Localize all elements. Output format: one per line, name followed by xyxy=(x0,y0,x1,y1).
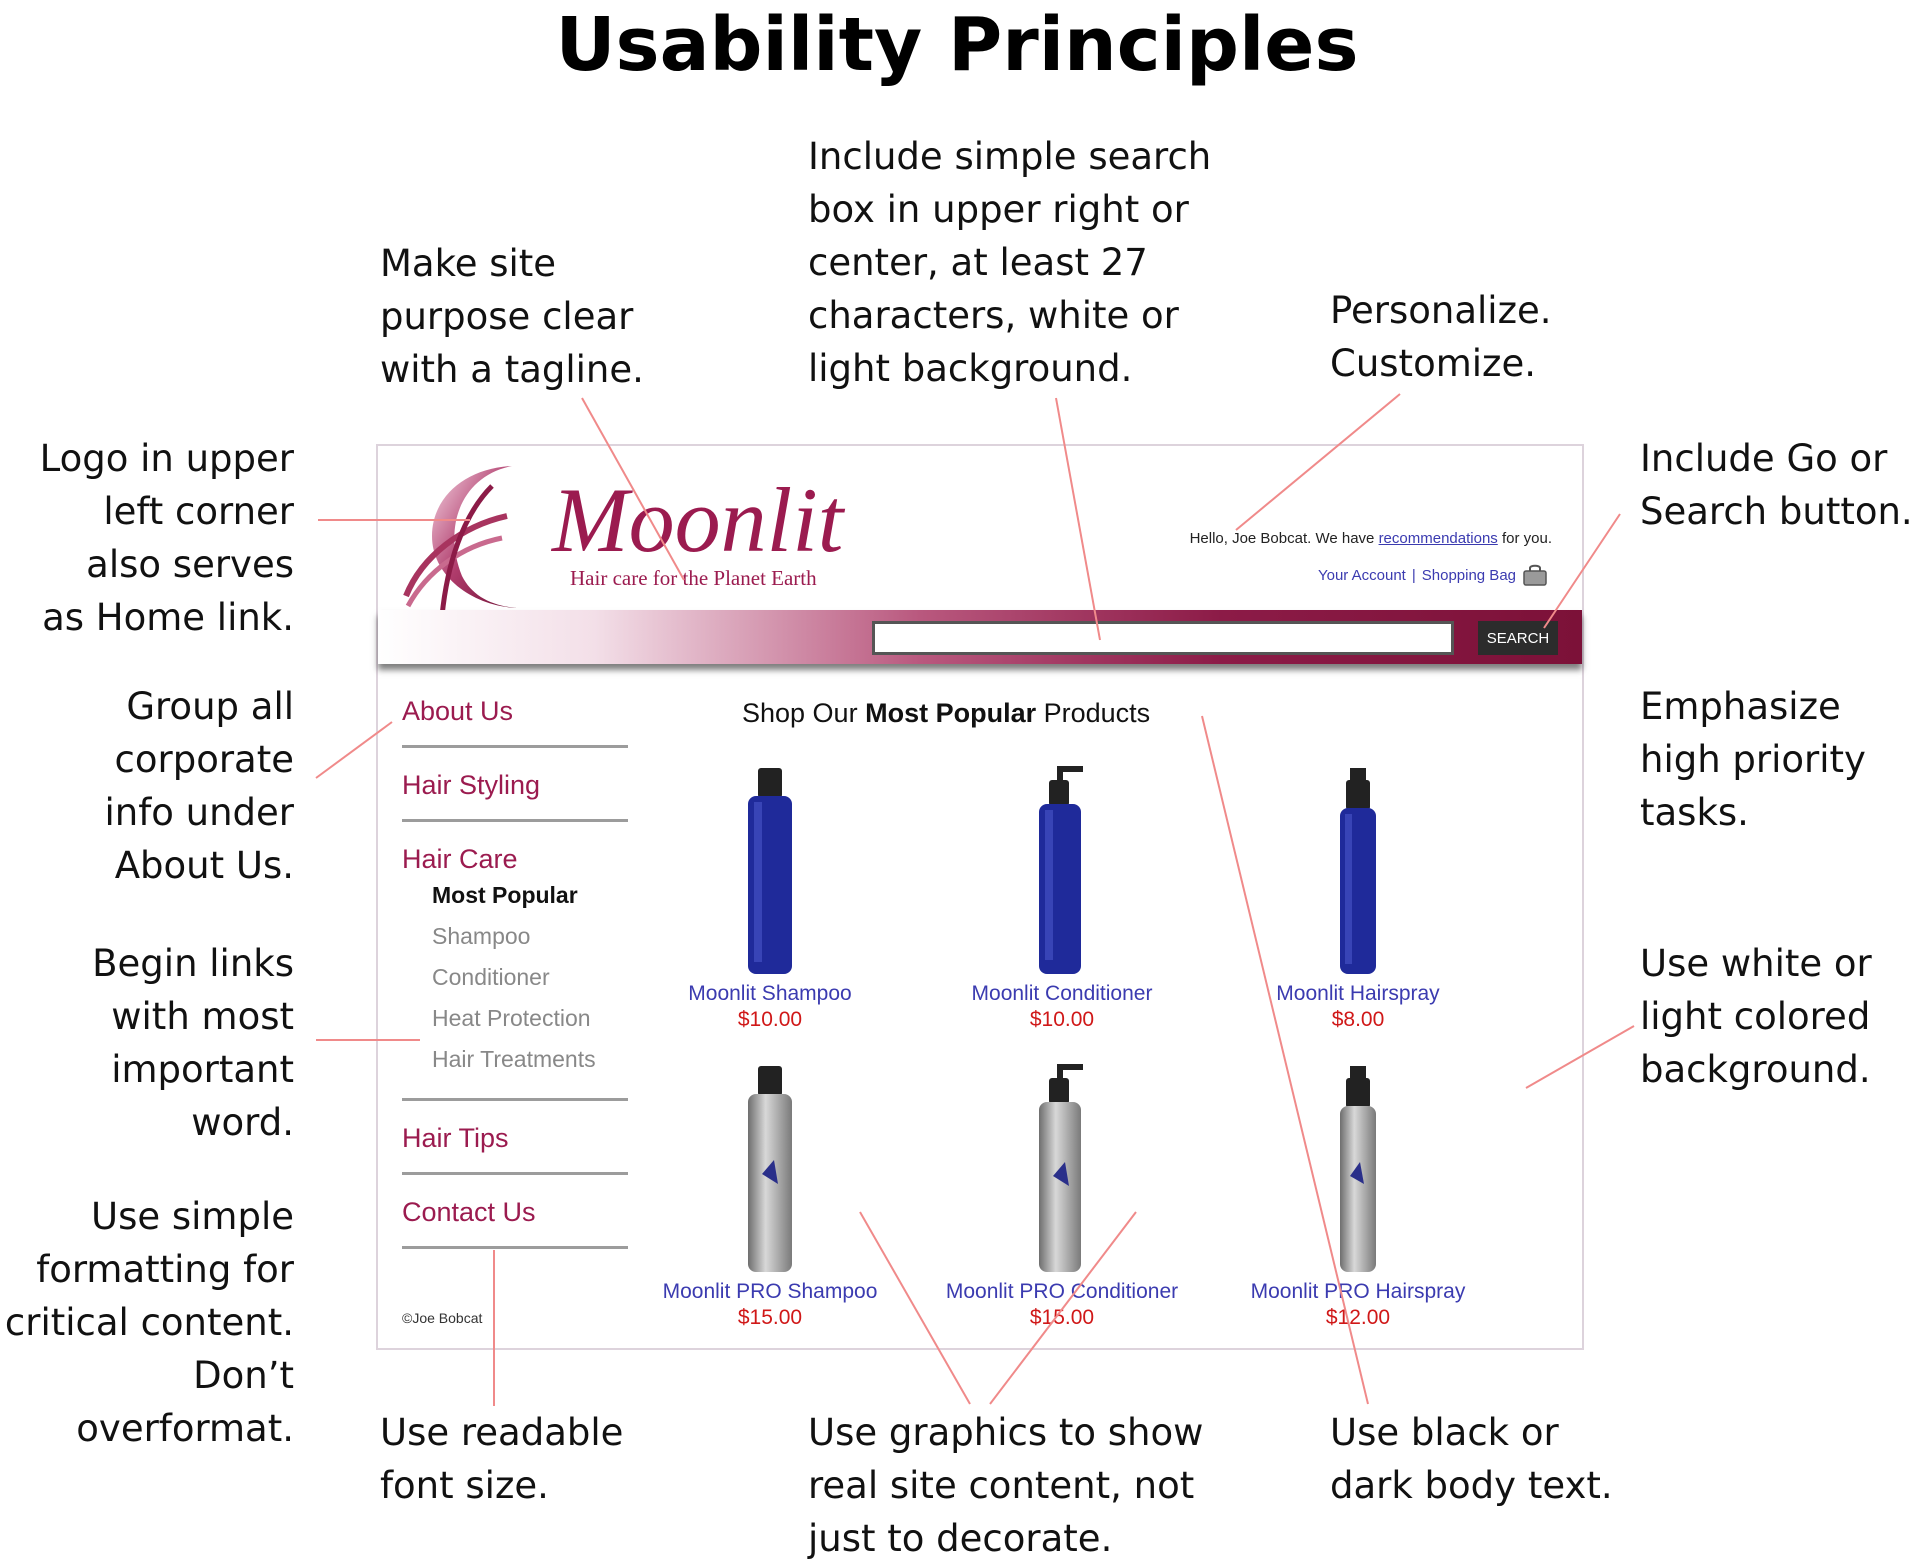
product-name[interactable]: Moonlit Hairspray xyxy=(1276,982,1440,1005)
product-card[interactable] xyxy=(1228,766,1488,1032)
links-note: Begin links with most important word. xyxy=(92,942,294,1144)
nav-divider xyxy=(402,1172,628,1175)
product-price: $15.00 xyxy=(737,1306,803,1329)
product-card[interactable] xyxy=(640,766,900,1032)
product-price: $12.00 xyxy=(1325,1306,1391,1329)
shopping-bag-icon[interactable] xyxy=(1522,564,1548,586)
nav-sub-hair-treatments[interactable]: Hair Treatments xyxy=(432,1046,596,1072)
product-card[interactable] xyxy=(1228,1064,1488,1330)
product-card[interactable] xyxy=(932,1064,1192,1330)
product-card[interactable] xyxy=(932,766,1192,1032)
blue-spray-bottle-icon xyxy=(1328,766,1388,976)
shopping-bag-link[interactable]: Shopping Bag xyxy=(1421,566,1516,584)
formatting-note: Use simple formatting for critical content. Don’t overformat. xyxy=(4,1195,294,1450)
nav-contact-us[interactable]: Contact Us xyxy=(402,1197,536,1227)
nav-sub-heat-protection[interactable]: Heat Protection xyxy=(432,1005,591,1031)
your-account-link[interactable]: Your Account xyxy=(1317,566,1406,584)
greeting-suffix: for you. xyxy=(1501,530,1552,547)
nav-sub-shampoo[interactable]: Shampoo xyxy=(432,923,531,949)
text-note: Use black or dark body text. xyxy=(1330,1411,1613,1507)
greeting xyxy=(1190,530,1552,547)
link-separator: | xyxy=(1411,566,1416,584)
greeting-prefix: Hello, Joe Bobcat. We have xyxy=(1189,530,1375,547)
blue-pump-bottle-icon xyxy=(1027,766,1097,976)
product-price: $15.00 xyxy=(1029,1306,1095,1329)
tagline-note: Make site purpose clear with a tagline. xyxy=(380,242,644,391)
website-mockup xyxy=(376,444,1584,1350)
account-links xyxy=(1318,564,1548,586)
nav-divider xyxy=(402,1246,628,1249)
search-bar xyxy=(378,610,1582,664)
product-price: $10.00 xyxy=(737,1008,803,1031)
font-note: Use readable font size. xyxy=(380,1411,624,1507)
nav-hair-tips[interactable]: Hair Tips xyxy=(402,1123,509,1153)
recommendations-link[interactable]: recommendations xyxy=(1378,530,1498,547)
nav-about-us[interactable]: About Us xyxy=(402,696,514,726)
product-price: $8.00 xyxy=(1331,1008,1385,1031)
moon-logo-icon[interactable] xyxy=(402,456,532,616)
nav-sub-most-popular[interactable]: Most Popular xyxy=(432,882,578,908)
nav-sub-conditioner[interactable]: Conditioner xyxy=(432,964,550,990)
product-name[interactable]: Moonlit PRO Conditioner xyxy=(945,1280,1179,1303)
emphasize-note: Emphasize high priority tasks. xyxy=(1640,685,1866,834)
product-name[interactable]: Moonlit PRO Hairspray xyxy=(1250,1280,1466,1303)
search-button[interactable]: SEARCH xyxy=(1478,621,1558,655)
nav-divider xyxy=(402,1098,628,1101)
about-note: Group all corporate info under About Us. xyxy=(104,685,294,887)
silver-bottle-icon xyxy=(740,1064,800,1274)
nav-divider xyxy=(402,745,628,748)
product-card[interactable] xyxy=(640,1064,900,1330)
copyright: ©Joe Bobcat xyxy=(402,1310,483,1326)
nav-hair-care[interactable]: Hair Care xyxy=(402,844,518,874)
search-note: Include simple search box in upper right or center, at least 27 characters, white or light background. xyxy=(808,135,1212,390)
product-price: $10.00 xyxy=(1029,1008,1095,1031)
go-button-note: Include Go or Search button. xyxy=(1640,437,1913,533)
nav-divider xyxy=(402,819,628,822)
product-name[interactable]: Moonlit Conditioner xyxy=(971,982,1153,1005)
sidebar-nav xyxy=(402,696,632,1271)
product-name[interactable]: Moonlit PRO Shampoo xyxy=(662,1280,878,1303)
brand-logo-text[interactable]: Moonlit xyxy=(552,469,844,571)
personalize-note: Personalize. Customize. xyxy=(1330,289,1552,385)
logo-note: Logo in upper left corner also serves as Home link. xyxy=(39,437,294,639)
silver-pump-bottle-icon xyxy=(1027,1064,1097,1274)
nav-hair-styling[interactable]: Hair Styling xyxy=(402,770,541,800)
page-title: Usability Principles xyxy=(555,2,1359,88)
blue-bottle-icon xyxy=(740,766,800,976)
search-input[interactable] xyxy=(872,621,1454,655)
site-tagline: Hair care for the Planet Earth xyxy=(570,566,817,590)
silver-spray-bottle-icon xyxy=(1328,1064,1388,1274)
products-heading: Shop Our Most Popular Products xyxy=(742,698,1151,728)
product-name[interactable]: Moonlit Shampoo xyxy=(688,982,852,1005)
graphics-note: Use graphics to show real site content, not just to decorate. xyxy=(808,1411,1204,1560)
background-note: Use white or light colored background. xyxy=(1640,942,1872,1091)
